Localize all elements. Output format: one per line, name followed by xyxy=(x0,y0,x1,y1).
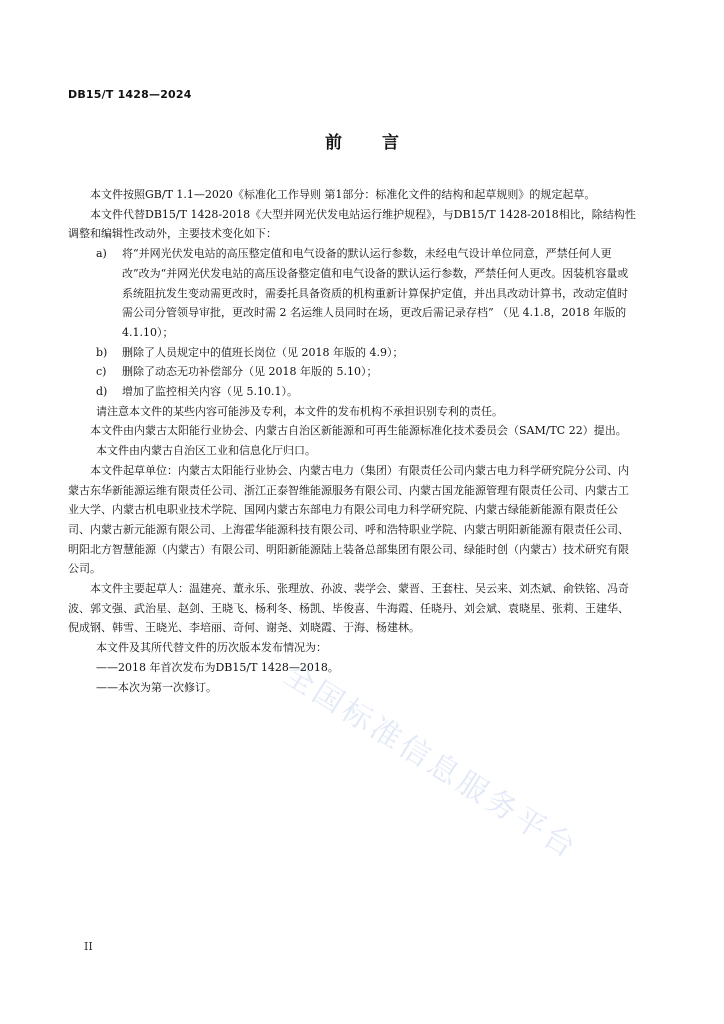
list-marker: b) xyxy=(96,345,108,359)
list-item xyxy=(96,343,636,363)
list-item xyxy=(96,244,636,343)
standard-code: DB15/T 1428—2024 xyxy=(68,88,192,101)
watermark-text: 全国标准信息服务平台 xyxy=(277,656,585,867)
list-item-text: 删除了人员规定中的值班长岗位（见 2018 年版的 4.9）； xyxy=(122,345,404,359)
list-marker: d) xyxy=(96,385,108,399)
paragraph-centralized: 本文件由内蒙古自治区工业和信息化厅归口。 xyxy=(96,444,316,458)
page-number: II xyxy=(84,940,93,953)
list-item xyxy=(96,382,636,402)
list-item-text: 删除了动态无功补偿部分（见 2018 年版的 5.10）； xyxy=(122,365,378,379)
paragraph-history: 本文件及其所代替文件的历次版本发布情况为： xyxy=(96,641,327,655)
paragraph-drafting-rules: 本文件按照GB/T 1.1—2020《标准化工作导则 第1部分：标准化文件的结构和起草规则》的规定起草。 xyxy=(90,188,596,201)
document-body xyxy=(68,185,636,697)
list-item-text: 将“并网光伏发电站的高压整定值和电气设备的默认运行参数，未经电气设计单位同意，严禁任何人更改”改为“并网光伏发电站的高压设备整定值和电气设备的默认运行参数，严禁任何人更改。因装机容量或系统阻抗发生变动需更改时，需委托具备资质的机构重新计算保护定值，并出具改动计算书，改动定值时需公司分管领导审批，更改时需 2 名运维人员同时在场，更改后需记录存档” （见 4.1.8，2018 年版的 4.1.10）； xyxy=(122,247,629,339)
page-title: 前言 xyxy=(325,133,439,153)
paragraph-history-first: ——2018 年首次发布为DB15/T 1428—2018。 xyxy=(96,660,339,674)
paragraph-patent-notice: 请注意本文件的某些内容可能涉及专利，本文件的发布机构不承担识别专利的责任。 xyxy=(96,404,503,418)
paragraph-proposer: 本文件由内蒙古太阳能行业协会、内蒙古自治区新能源和可再生能源标准化技术委员会（SAM/TC 22）提出。 xyxy=(90,424,627,438)
paragraph-drafting-units: 本文件起草单位：内蒙古太阳能行业协会、内蒙古电力（集团）有限责任公司内蒙古电力科学研究院分公司、内蒙古东华新能源运维有限责任公司、浙江正泰智维能源服务有限公司、内蒙古国龙能源管理有限责任公司、内蒙古工业大学、内蒙古机电职业技术学院、国网内蒙古东部电力有限公司电力科学研究院、内蒙古绿能新能源有限责任公司、内蒙古新元能源有限公司、上海霍华能源科技有限公司、呼和浩特职业学院、内蒙古明阳新能源有限责任公司、明阳北方智慧能源（内蒙古）有限公司、明阳新能源陆上装备总部集团有限公司、绿能时创（内蒙古）技术研究有限公司。 xyxy=(68,463,629,576)
list-marker: c) xyxy=(96,365,107,379)
paragraph-history-revision: ——本次为第一次修订。 xyxy=(96,680,217,694)
paragraph-drafters: 本文件主要起草人：温建亮、董永乐、张理放、孙波、裴学会、蒙晋、王套柱、吴云来、刘杰斌、俞铁铭、冯奇波、郭文强、武治星、赵剑、王晓飞、杨利冬、杨凯、毕俊喜、牛海霞、任晓丹、刘会斌、袁晓星、张莉、王建华、倪成钢、韩雪、王晓光、李培丽、奇何、谢尧、刘晓霞、于海、杨建林。 xyxy=(68,582,629,635)
list-marker: a) xyxy=(96,247,107,261)
paragraph-replacement: 本文件代替DB15/T 1428-2018《大型并网光伏发电站运行维护规程》，与DB15/T 1428-2018相比，除结构性调整和编辑性改动外，主要技术变化如下： xyxy=(68,207,636,241)
list-item xyxy=(96,362,636,382)
list-item-text: 增加了监控相关内容（见 5.10.1）。 xyxy=(122,385,298,399)
